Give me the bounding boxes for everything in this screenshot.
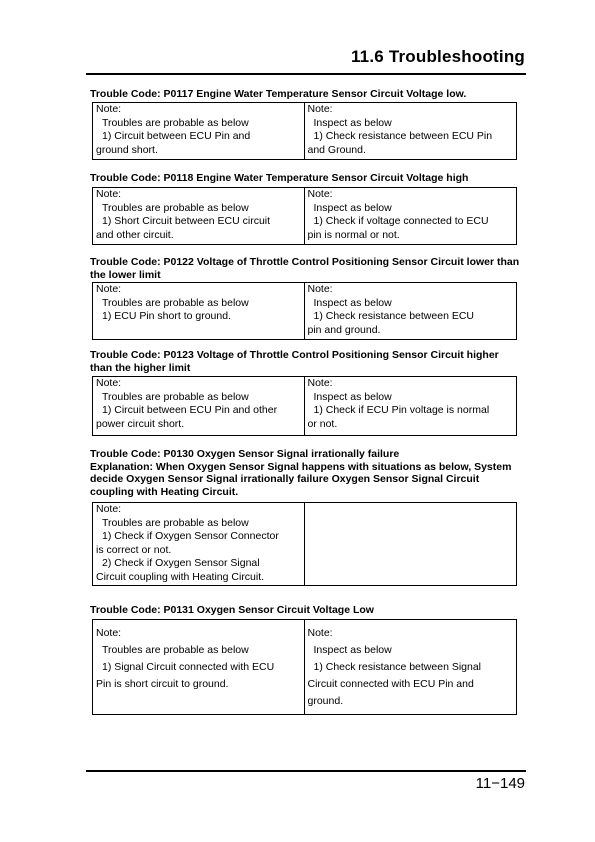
- code-heading-p0131: Trouble Code: P0131 Oxygen Sensor Circuit Voltage Low: [90, 604, 374, 616]
- text-line: Troubles are probable as below: [102, 116, 249, 129]
- code-heading-p0122: Trouble Code: P0122 Voltage of Throttle Control Positioning Sensor Circuit lower than the lower limit: [90, 256, 520, 281]
- text-line: Troubles are probable as below: [102, 516, 249, 529]
- text-line: Inspect as below: [313, 116, 392, 129]
- text-line: Pin is short circuit to ground.: [96, 678, 229, 690]
- text-line: pin is normal or not.: [307, 228, 400, 241]
- header-rule: [86, 73, 526, 75]
- probable-troubles-column: [93, 188, 305, 244]
- code-title: Trouble Code: P0130 Oxygen Sensor Signal irrationally failure: [90, 448, 400, 460]
- note-label: Note:: [307, 188, 333, 200]
- text-line: Circuit coupling with Heating Circuit.: [96, 570, 265, 583]
- code-heading-p0130: [90, 448, 522, 498]
- probable-troubles-column: [93, 503, 305, 585]
- code-heading-p0117: Trouble Code: P0117 Engine Water Temperature Sensor Circuit Voltage low.: [90, 88, 467, 100]
- text-line: Inspect as below: [313, 390, 392, 403]
- text-line: 1) ECU Pin short to ground.: [102, 310, 231, 322]
- note-label: Note:: [96, 627, 122, 639]
- text-line: ground.: [307, 695, 344, 707]
- note-label: Note:: [96, 503, 122, 515]
- inspection-column: [305, 188, 517, 244]
- inspection-column: [305, 283, 517, 339]
- text-line: Inspect as below: [313, 644, 392, 656]
- probable-troubles-column: [93, 283, 305, 339]
- code-heading-p0118: Trouble Code: P0118 Engine Water Temperature Sensor Circuit Voltage high: [90, 172, 469, 184]
- text-line: Circuit connected with ECU Pin and: [307, 678, 474, 690]
- text-line: Troubles are probable as below: [102, 644, 249, 656]
- text-line: and Ground.: [307, 143, 366, 156]
- text-line: 1) Check if Oxygen Sensor Connector: [102, 530, 279, 542]
- note-label: Note:: [96, 188, 122, 200]
- text-line: 1) Short Circuit between ECU circuit: [102, 215, 271, 227]
- text-line: 1) Check resistance between Signal: [313, 661, 482, 673]
- footer-rule: [86, 770, 526, 772]
- note-label: Note:: [307, 283, 333, 295]
- probable-troubles-column: [93, 103, 305, 159]
- code-box-p0131: [92, 619, 517, 715]
- code-box-p0130: [92, 502, 517, 586]
- text-line: 1) Check resistance between ECU Pin: [313, 130, 493, 142]
- text-line: Inspect as below: [313, 201, 392, 214]
- note-label: Note:: [307, 103, 333, 115]
- text-line: Troubles are probable as below: [102, 296, 249, 309]
- section-title: 11.6 Troubleshooting: [350, 47, 525, 66]
- note-label: Note:: [96, 377, 122, 389]
- text-line: Inspect as below: [313, 296, 392, 309]
- text-line: power circuit short.: [96, 417, 185, 430]
- note-label: Note:: [307, 377, 333, 389]
- code-box-p0117: [92, 102, 517, 160]
- text-line: and other circuit.: [96, 228, 174, 241]
- page-number: 11−149: [475, 775, 525, 792]
- inspection-column: [305, 377, 517, 435]
- text-line: pin and ground.: [307, 323, 381, 336]
- inspection-column: [305, 620, 517, 714]
- code-box-p0118: [92, 187, 517, 245]
- text-line: 1) Check if voltage connected to ECU: [313, 215, 489, 227]
- text-line: 1) Circuit between ECU Pin and: [102, 130, 251, 142]
- inspection-column: [305, 103, 517, 159]
- text-line: 1) Signal Circuit connected with ECU: [102, 661, 275, 673]
- note-label: Note:: [307, 627, 333, 639]
- note-label: Note:: [96, 283, 122, 295]
- note-label: Note:: [96, 103, 122, 115]
- text-line: ground short.: [96, 143, 158, 156]
- inspection-column-empty: [305, 503, 517, 585]
- code-box-p0122: [92, 282, 517, 340]
- code-explanation: Explanation: When Oxygen Sensor Signal happens with situations as below, System decide Oxygen Sensor Signal irrationally failure Oxygen Sensor Signal Circuit coupling with Heating Circuit.: [90, 460, 512, 498]
- text-line: or not.: [307, 417, 338, 430]
- text-line: 1) Check if ECU Pin voltage is normal: [313, 404, 490, 416]
- code-box-p0123: [92, 376, 517, 436]
- text-line: 1) Check resistance between ECU: [313, 310, 474, 322]
- text-line: Troubles are probable as below: [102, 390, 249, 403]
- text-line: 2) Check if Oxygen Sensor Signal: [102, 557, 260, 569]
- text-line: Troubles are probable as below: [102, 201, 249, 214]
- code-heading-p0123: Trouble Code: P0123 Voltage of Throttle Control Positioning Sensor Circuit higher than the higher limit: [90, 349, 499, 374]
- text-line: 1) Circuit between ECU Pin and other: [102, 404, 278, 416]
- text-line: is correct or not.: [96, 543, 172, 556]
- probable-troubles-column: [93, 620, 305, 714]
- probable-troubles-column: [93, 377, 305, 435]
